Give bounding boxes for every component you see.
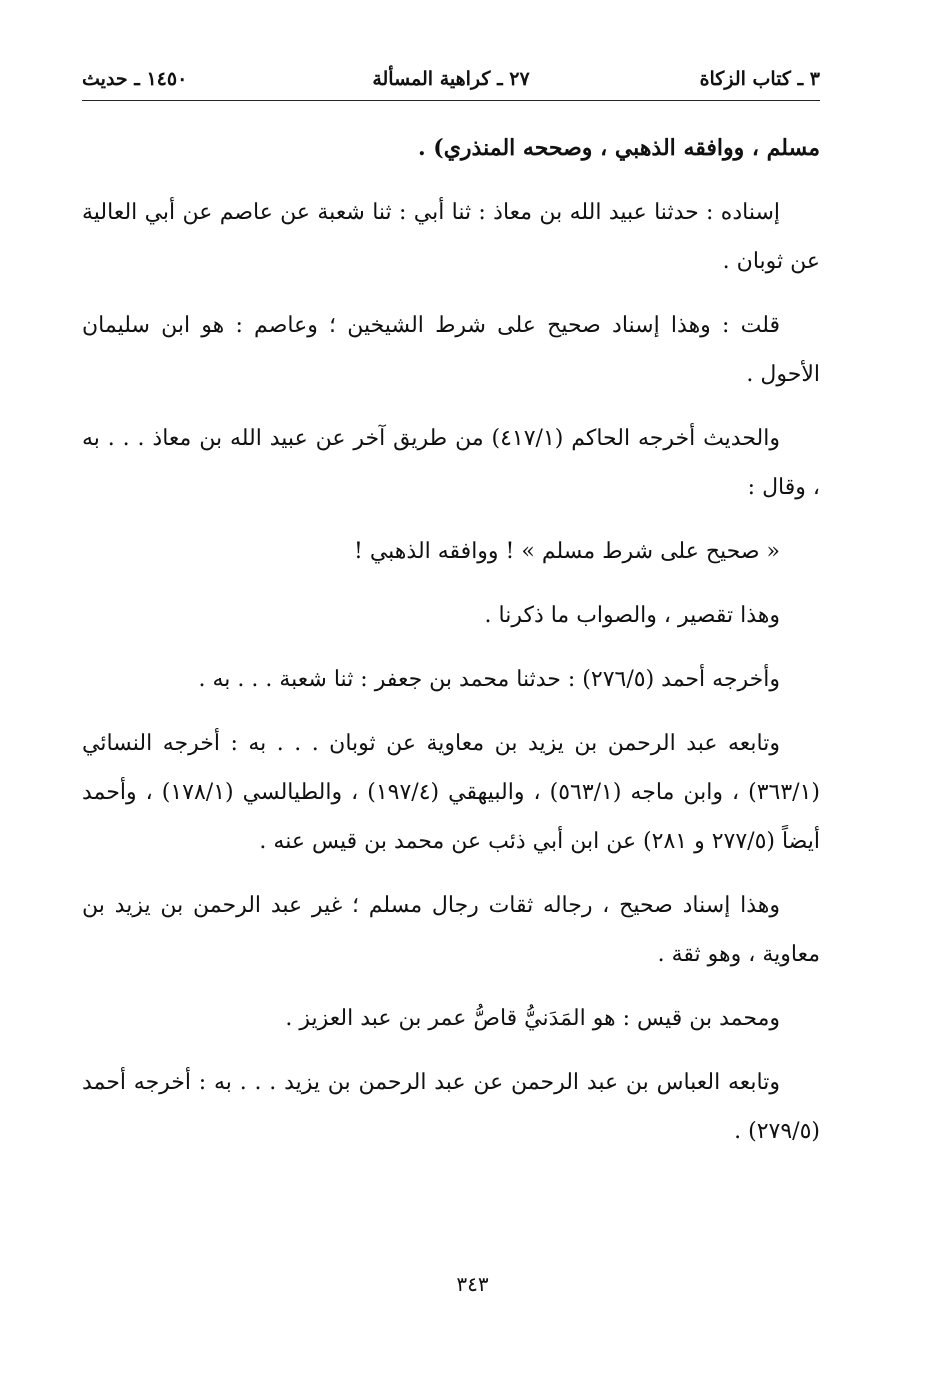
header-book-title: ٣ ـ كتاب الزكاة [699,68,820,90]
paragraph-follow-up-1: وتابعه عبد الرحمن بن يزيد بن معاوية عن ثوبان . . . به : أخرجه النسائي (٣٦٣/١) ، وابن ماجه (٥٦٣/١) ، والبيهقي (١٩٧/٤) ، والطيالسي (١٧٨/١) ، وأحمد أيضاً (٢٧٧/٥ و ٢٨١) عن ابن أبي ذئب عن محمد بن قيس عنه . [82,731,820,854]
paragraph-follow-up-2: وتابعه العباس بن عبد الرحمن عن عبد الرحمن بن يزيد . . . به : أخرجه أحمد (٢٧٩/٥) . [82,1070,820,1144]
paragraph-quote: « صحيح على شرط مسلم » ! ووافقه الذهبي ! [353,539,780,564]
page-number: ٣٤٣ [456,1272,489,1296]
running-header [82,62,820,101]
paragraph-comment: قلت : وهذا إسناد صحيح على شرط الشيخين ؛ وعاصم : هو ابن سليمان الأحول . [82,313,820,387]
page-body [82,124,820,1171]
header-chapter-title: ٢٧ ـ كراهية المسألة [372,68,530,90]
paragraph-grading: وهذا إسناد صحيح ، رجاله ثقات رجال مسلم ؛ غير عبد الرحمن بن يزيد بن معاوية ، وهو ثقة . [82,893,820,967]
paragraph-1: مسلم ، ووافقه الذهبي ، وصححه المنذري) . [417,135,820,161]
paragraph-ahmad: وأخرجه أحمد (٢٧٦/٥) : حدثنا محمد بن جعفر : ثنا شعبة . . . به . [198,667,780,692]
paragraph-isnad: إسناده : حدثنا عبيد الله بن معاذ : ثنا أبي : ثنا شعبة عن عاصم عن أبي العالية عن ثوبان . [82,200,820,274]
paragraph-correction: وهذا تقصير ، والصواب ما ذكرنا . [484,603,780,628]
header-hadith-number: ١٤٥٠ ـ حديث [82,68,188,90]
paragraph-hakim: والحديث أخرجه الحاكم (٤١٧/١) من طريق آخر عن عبيد الله بن معاذ . . . به ، وقال : [82,426,820,500]
paragraph-narrator: ومحمد بن قيس : هو المَدَنيُّ قاصُّ عمر بن عبد العزيز . [285,1006,780,1031]
